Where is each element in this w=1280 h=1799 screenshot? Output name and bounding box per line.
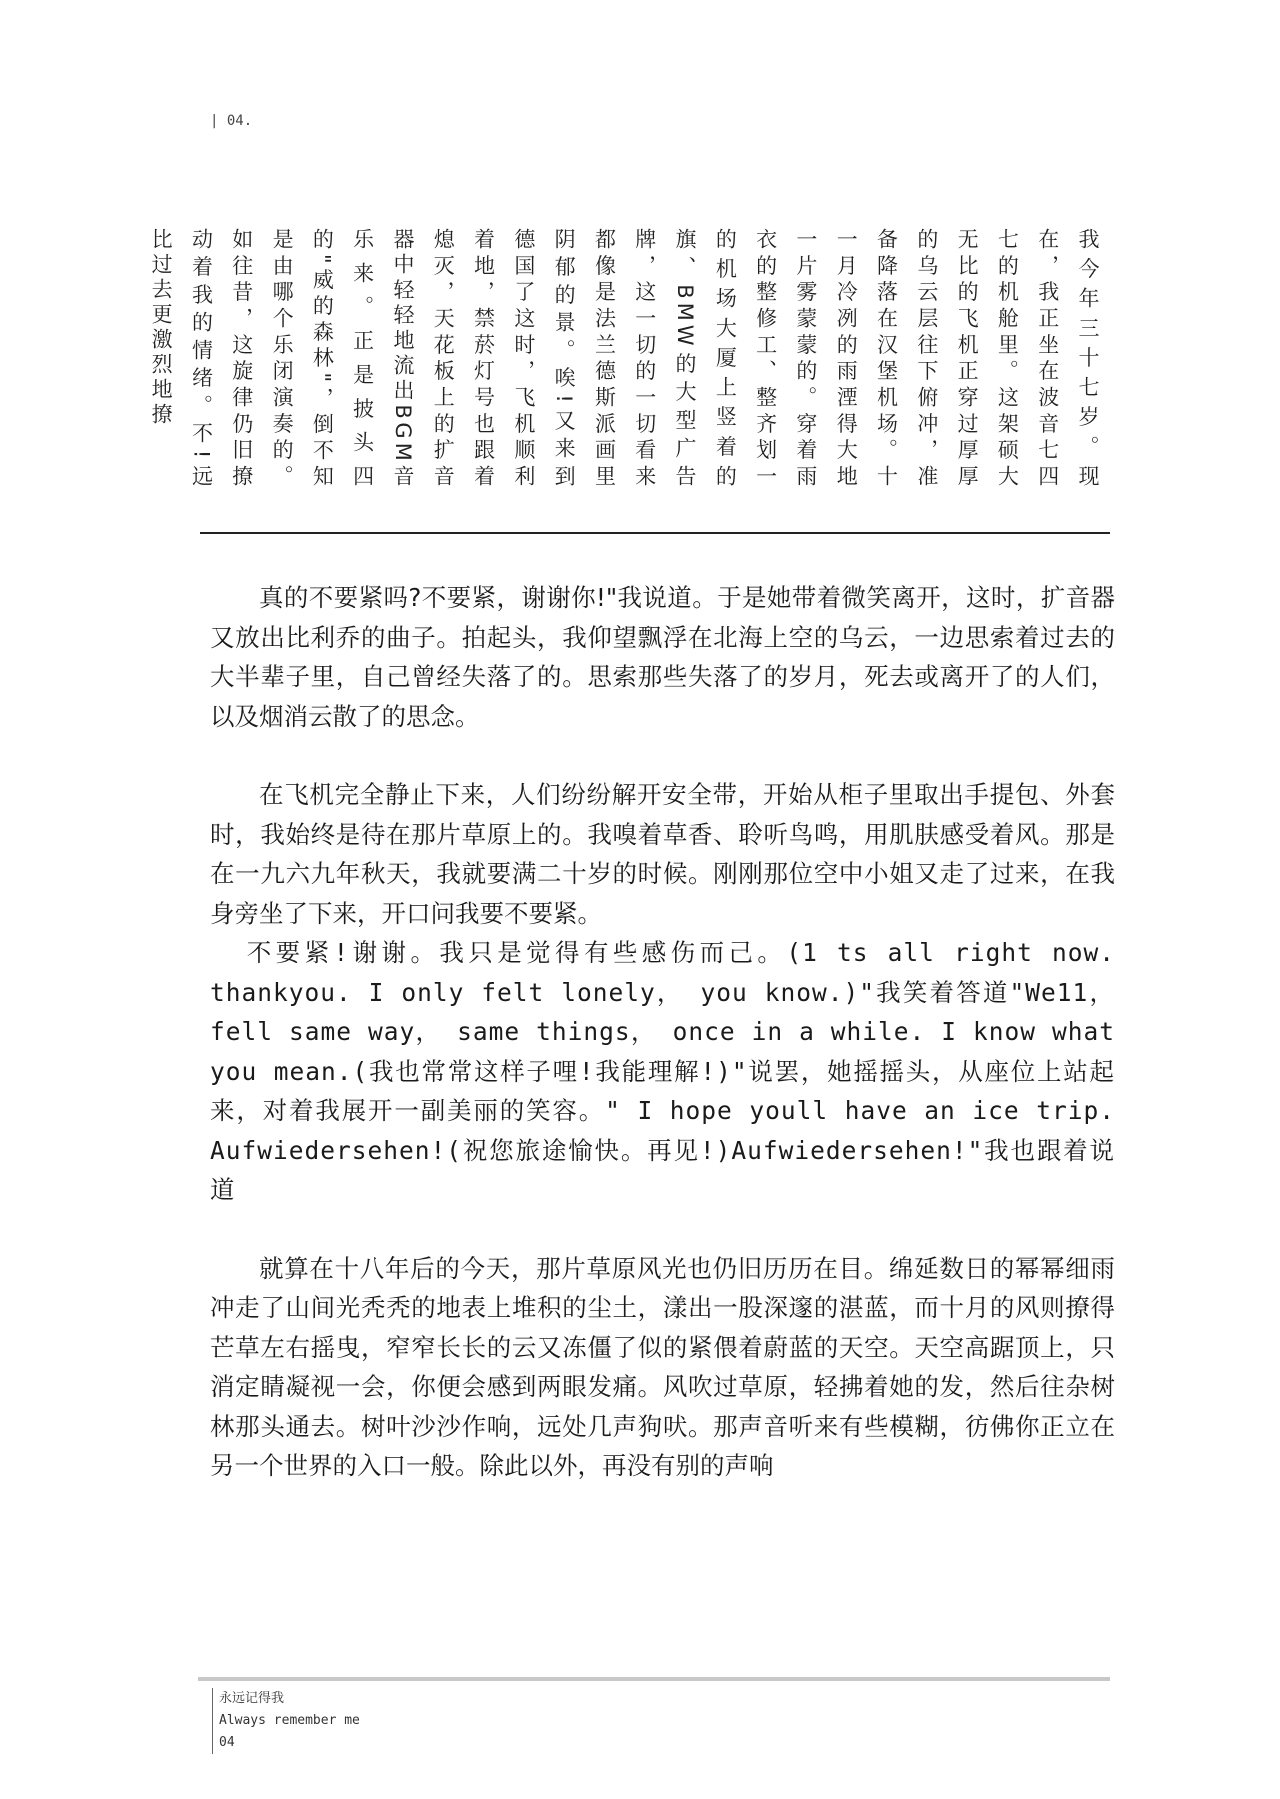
paragraph-3: 不要紧!谢谢。我只是觉得有些感伤而己。(1 ts all right now. thankyou. I only felt lonely， you know.)"我笑着答道"We11， fell same way， same things， once in a while. I know what you mean.(我也常常这样子哩!我能理解!)"说罢，她摇摇头，从座位上站起来，对着我展开一副美丽的笑容。" I hope youll have an ice trip. Aufwiedersehen!(祝您旅途愉快。再见!)Aufwiedersehen!"我也跟着说道: [210, 938, 1115, 1204]
section-divider: [200, 532, 1110, 534]
paragraph-4: 就算在十八年后的今天，那片草原风光也仍旧历历在目。绵延数日的幂幂细雨冲走了山间光秃秃的地表上堆积的尘土，漾出一股深邃的湛蓝，而十月的风则撩得芒草左右摇曳，窄窄长长的云又冻僵了似的紧偎着蔚蓝的天空。天空高踞顶上，只消定睛凝视一会，你便会感到两眼发痛。风吹过草原，轻拂着她的发，然后往杂树林那头通去。树叶沙沙作响，远处几声狗吠。那声音听来有些模糊，彷佛你正立在另一个世界的入口一般。除此以外，再没有别的声响: [210, 1253, 1115, 1480]
footer: [212, 1688, 360, 1754]
footer-divider: [198, 1677, 1110, 1681]
vertical-paragraph: 我今年三十七岁。现在，我正坐在波音七四七的机舱里。这架硕大无比的飞机正穿过厚厚的乌云层往下俯冲，准备降落在汉堡机场。十一月冷冽的雨湮得大地一片雾蒙蒙的。穿着雨衣的整修工、整齐划一的机场大厦上竖着的旗、BMW的大型广告牌，这一切的一切看来都像是法兰德斯派画里阴郁的景。唉!又来到德国了这时，飞机顺利着地，禁菸灯号也跟着熄灭，天花板上的扩音器中轻轻地流出BGM音乐来。正是披头四的"威的森林"，倒不知是由哪个乐闭演奏的。如往昔，这旋律仍旧撩动着我的情绪。不!远比过去更激烈地撩: [149, 228, 1100, 490]
body-text: [210, 578, 1115, 1486]
page-marker: | 04.: [210, 113, 253, 129]
footer-title-cn: 永远记得我: [219, 1691, 285, 1706]
paragraph-2: 在飞机完全静止下来，人们纷纷解开安全带，开始从柜子里取出手提包、外套时，我始终是待在那片草原上的。我嗅着草香、聆听鸟鸣，用肌肤感受着风。那是在一九六九年秋天，我就要满二十岁的时候。刚刚那位空中小姐又走了过来，在我身旁坐了下来，开口问我要不要紧。: [210, 780, 1115, 928]
paragraph-1: 真的不要紧吗?不要紧，谢谢你!"我说道。于是她带着微笑离开，这时，扩音器又放出比利乔的曲子。拍起头，我仰望飘浮在北海上空的乌云，一边思索着过去的大半辈子里，自己曾经失落了的。思索那些失落了的岁月，死去或离开了的人们，以及烟消云散了的思念。: [210, 583, 1115, 731]
vertical-text-block: [149, 228, 1108, 490]
footer-page-number: 04: [219, 1735, 235, 1750]
footer-title-en: Always remember me: [219, 1713, 360, 1728]
